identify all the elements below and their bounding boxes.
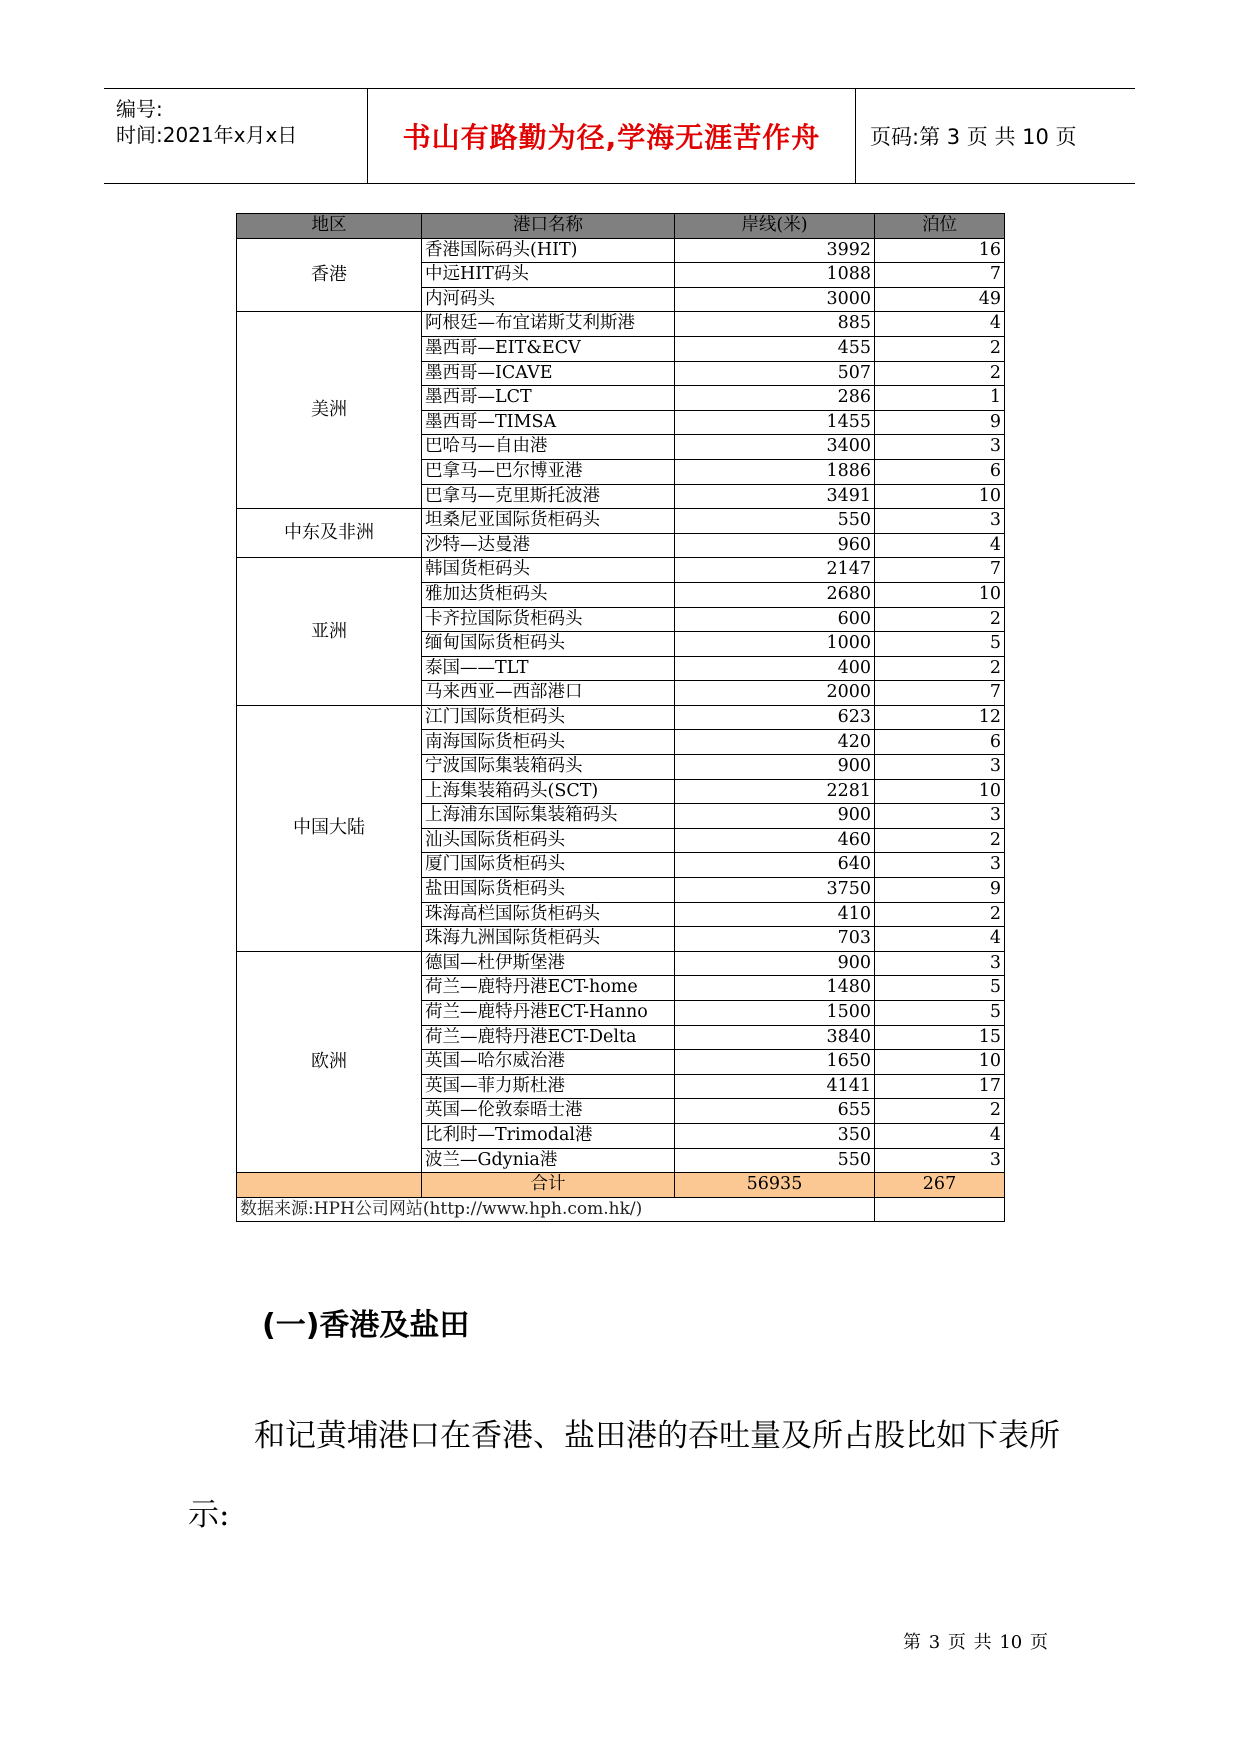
berths-cell: 16 [875, 238, 1005, 263]
shoreline-cell: 350 [675, 1123, 875, 1148]
port-name-cell: 巴哈马—自由港 [422, 435, 675, 460]
shoreline-cell: 550 [675, 509, 875, 534]
shoreline-cell: 2680 [675, 582, 875, 607]
port-name-cell: 汕头国际货柜码头 [422, 828, 675, 853]
shoreline-cell: 3992 [675, 238, 875, 263]
shoreline-cell: 2000 [675, 681, 875, 706]
shoreline-cell: 2281 [675, 779, 875, 804]
page-header [104, 88, 1135, 184]
document-number-label: 编号: [116, 97, 163, 121]
motto-text: 书山有路勤为径,学海无涯苦作舟 [402, 121, 821, 154]
section-heading: (一)香港及盐田 [262, 1308, 470, 1343]
shoreline-cell: 900 [675, 804, 875, 829]
berths-cell: 5 [875, 1001, 1005, 1026]
shoreline-cell: 1480 [675, 976, 875, 1001]
header-left-cell [104, 89, 366, 183]
berths-cell: 5 [875, 632, 1005, 657]
shoreline-cell: 640 [675, 853, 875, 878]
shoreline-cell: 1886 [675, 459, 875, 484]
port-name-cell: 厦门国际货柜码头 [422, 853, 675, 878]
total-berths: 267 [875, 1173, 1005, 1198]
shoreline-cell: 623 [675, 705, 875, 730]
header-page-cell [856, 89, 1135, 183]
shoreline-cell: 2147 [675, 558, 875, 583]
region-cell: 欧洲 [237, 951, 422, 1172]
document-time-label: 时间:2021年x月x日 [116, 123, 298, 147]
port-name-cell: 泰国——TLT [422, 656, 675, 681]
table-row [237, 558, 1005, 583]
port-name-cell: 波兰—Gdynia港 [422, 1148, 675, 1173]
berths-cell: 2 [875, 336, 1005, 361]
shoreline-cell: 4141 [675, 1074, 875, 1099]
port-name-cell: 英国—哈尔威治港 [422, 1050, 675, 1075]
port-name-cell: 内河码头 [422, 287, 675, 312]
berths-cell: 6 [875, 459, 1005, 484]
berths-cell: 4 [875, 533, 1005, 558]
berths-cell: 15 [875, 1025, 1005, 1050]
berths-cell: 7 [875, 681, 1005, 706]
port-name-cell: 珠海高栏国际货柜码头 [422, 902, 675, 927]
shoreline-cell: 3000 [675, 287, 875, 312]
port-name-cell: 盐田国际货柜码头 [422, 878, 675, 903]
header-port-name: 港口名称 [422, 214, 675, 239]
body-paragraph: 和记黄埔港口在香港、盐田港的吞吐量及所占股比如下表所示: [188, 1418, 1060, 1533]
header-shoreline: 岸线(米) [675, 214, 875, 239]
page-number-label: 页码:第 3 页 共 10 页 [870, 125, 1077, 149]
shoreline-cell: 900 [675, 755, 875, 780]
shoreline-cell: 400 [675, 656, 875, 681]
shoreline-cell: 507 [675, 361, 875, 386]
port-name-cell: 墨西哥—EIT&ECV [422, 336, 675, 361]
berths-cell: 17 [875, 1074, 1005, 1099]
source-empty-cell [875, 1197, 1005, 1222]
berths-cell: 7 [875, 263, 1005, 288]
berths-cell: 2 [875, 656, 1005, 681]
berths-cell: 49 [875, 287, 1005, 312]
port-name-cell: 上海集装箱码头(SCT) [422, 779, 675, 804]
port-name-cell: 巴拿马—克里斯托波港 [422, 484, 675, 509]
table-header-row [237, 214, 1005, 239]
port-name-cell: 卡齐拉国际货柜码头 [422, 607, 675, 632]
port-name-cell: 中远HIT码头 [422, 263, 675, 288]
shoreline-cell: 1088 [675, 263, 875, 288]
port-name-cell: 德国—杜伊斯堡港 [422, 951, 675, 976]
berths-cell: 2 [875, 1099, 1005, 1124]
shoreline-cell: 3400 [675, 435, 875, 460]
port-name-cell: 江门国际货柜码头 [422, 705, 675, 730]
shoreline-cell: 3840 [675, 1025, 875, 1050]
port-name-cell: 荷兰—鹿特丹港ECT-Hanno [422, 1001, 675, 1026]
header-motto-cell [367, 89, 856, 183]
shoreline-cell: 900 [675, 951, 875, 976]
berths-cell: 4 [875, 312, 1005, 337]
berths-cell: 4 [875, 927, 1005, 952]
port-name-cell: 墨西哥—TIMSA [422, 410, 675, 435]
port-name-cell: 沙特—达曼港 [422, 533, 675, 558]
port-name-cell: 比利时—Trimodal港 [422, 1123, 675, 1148]
shoreline-cell: 1650 [675, 1050, 875, 1075]
berths-cell: 12 [875, 705, 1005, 730]
berths-cell: 3 [875, 853, 1005, 878]
table-row [237, 509, 1005, 534]
berths-cell: 7 [875, 558, 1005, 583]
shoreline-cell: 960 [675, 533, 875, 558]
shoreline-cell: 655 [675, 1099, 875, 1124]
berths-cell: 4 [875, 1123, 1005, 1148]
port-name-cell: 缅甸国际货柜码头 [422, 632, 675, 657]
port-name-cell: 马来西亚—西部港口 [422, 681, 675, 706]
table-row [237, 705, 1005, 730]
port-name-cell: 上海浦东国际集装箱码头 [422, 804, 675, 829]
ports-table [236, 213, 1005, 1222]
header-berths: 泊位 [875, 214, 1005, 239]
header-region: 地区 [237, 214, 422, 239]
region-cell: 中东及非洲 [237, 509, 422, 558]
port-name-cell: 英国—伦敦泰晤士港 [422, 1099, 675, 1124]
port-name-cell: 雅加达货柜码头 [422, 582, 675, 607]
shoreline-cell: 885 [675, 312, 875, 337]
berths-cell: 10 [875, 779, 1005, 804]
berths-cell: 6 [875, 730, 1005, 755]
table-row [237, 951, 1005, 976]
berths-cell: 3 [875, 804, 1005, 829]
berths-cell: 9 [875, 878, 1005, 903]
page-footer: 第 3 页 共 10 页 [903, 1632, 1048, 1653]
berths-cell: 2 [875, 828, 1005, 853]
shoreline-cell: 3491 [675, 484, 875, 509]
port-name-cell: 荷兰—鹿特丹港ECT-Delta [422, 1025, 675, 1050]
port-name-cell: 宁波国际集装箱码头 [422, 755, 675, 780]
port-name-cell: 荷兰—鹿特丹港ECT-home [422, 976, 675, 1001]
source-row [237, 1197, 1005, 1222]
berths-cell: 2 [875, 607, 1005, 632]
berths-cell: 2 [875, 361, 1005, 386]
shoreline-cell: 286 [675, 386, 875, 411]
shoreline-cell: 3750 [675, 878, 875, 903]
shoreline-cell: 1500 [675, 1001, 875, 1026]
ports-table-body [237, 238, 1005, 1173]
data-source-note: 数据来源:HPH公司网站(http://www.hph.com.hk/) [237, 1197, 875, 1222]
table-row [237, 312, 1005, 337]
port-name-cell: 英国—菲力斯杜港 [422, 1074, 675, 1099]
region-cell: 香港 [237, 238, 422, 312]
berths-cell: 3 [875, 435, 1005, 460]
shoreline-cell: 410 [675, 902, 875, 927]
shoreline-cell: 703 [675, 927, 875, 952]
total-empty-cell [237, 1173, 422, 1198]
region-cell: 美洲 [237, 312, 422, 509]
port-name-cell: 坦桑尼亚国际货柜码头 [422, 509, 675, 534]
port-name-cell: 墨西哥—LCT [422, 386, 675, 411]
region-cell: 中国大陆 [237, 705, 422, 951]
total-shoreline: 56935 [675, 1173, 875, 1198]
shoreline-cell: 1455 [675, 410, 875, 435]
shoreline-cell: 460 [675, 828, 875, 853]
berths-cell: 9 [875, 410, 1005, 435]
berths-cell: 3 [875, 755, 1005, 780]
shoreline-cell: 420 [675, 730, 875, 755]
berths-cell: 3 [875, 509, 1005, 534]
berths-cell: 1 [875, 386, 1005, 411]
port-name-cell: 香港国际码头(HIT) [422, 238, 675, 263]
port-name-cell: 珠海九洲国际货柜码头 [422, 927, 675, 952]
shoreline-cell: 600 [675, 607, 875, 632]
port-name-cell: 韩国货柜码头 [422, 558, 675, 583]
port-name-cell: 阿根廷—布宜诺斯艾利斯港 [422, 312, 675, 337]
berths-cell: 10 [875, 582, 1005, 607]
table-row [237, 238, 1005, 263]
berths-cell: 5 [875, 976, 1005, 1001]
berths-cell: 10 [875, 1050, 1005, 1075]
shoreline-cell: 550 [675, 1148, 875, 1173]
shoreline-cell: 1000 [675, 632, 875, 657]
berths-cell: 10 [875, 484, 1005, 509]
berths-cell: 3 [875, 1148, 1005, 1173]
total-row [237, 1173, 1005, 1198]
port-name-cell: 巴拿马—巴尔博亚港 [422, 459, 675, 484]
region-cell: 亚洲 [237, 558, 422, 706]
berths-cell: 2 [875, 902, 1005, 927]
port-name-cell: 墨西哥—ICAVE [422, 361, 675, 386]
shoreline-cell: 455 [675, 336, 875, 361]
berths-cell: 3 [875, 951, 1005, 976]
total-label: 合计 [422, 1173, 675, 1198]
port-name-cell: 南海国际货柜码头 [422, 730, 675, 755]
